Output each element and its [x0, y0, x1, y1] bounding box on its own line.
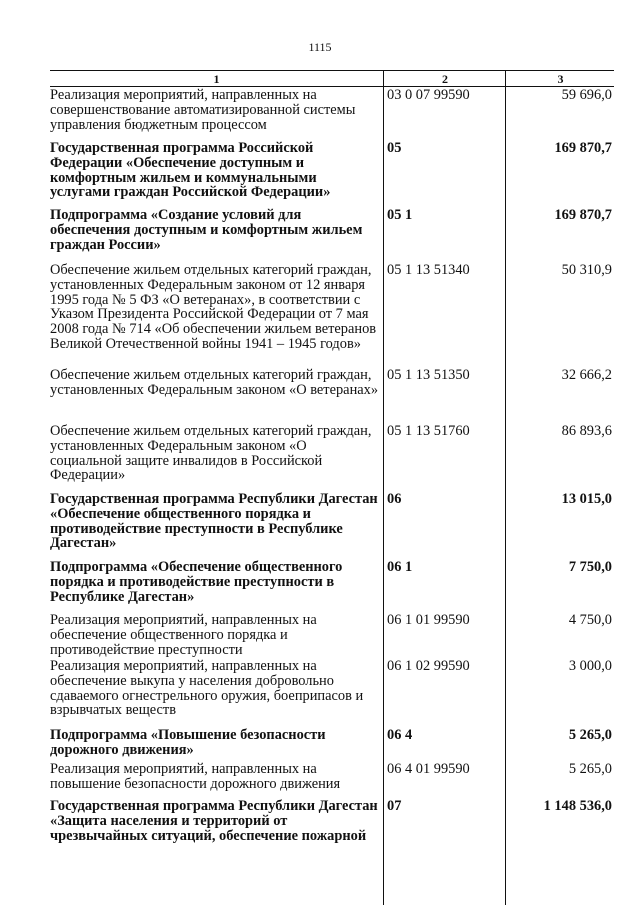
row-sum: 32 666,2	[561, 367, 612, 383]
row-sum: 4 750,0	[568, 612, 612, 628]
row-name: Подпрограмма «Обеспечение общественного порядка и противодействие преступности в Республике Дагестан»	[50, 559, 343, 605]
row-code: 05 1 13 51340	[387, 262, 470, 278]
row-code: 05	[387, 140, 402, 156]
row-code: 05 1	[387, 207, 413, 223]
row-code: 03 0 07 99590	[387, 87, 470, 103]
column-divider-2	[505, 70, 506, 905]
row-sum: 59 696,0	[561, 87, 612, 103]
header-col-1: 1	[213, 72, 220, 86]
row-name: Обеспечение жильем отдельных категорий граждан, установленных Федеральным законом «О ветеранах»	[50, 367, 379, 398]
header-col-3: 3	[557, 72, 564, 86]
row-name: Реализация мероприятий, направленных на обеспечение выкупа у населения добровольно сдаваемого огнестрельного оружия, боеприпасов и взрывчатых веществ	[50, 658, 364, 719]
row-name: Реализация мероприятий, направленных на обеспечение общественного порядка и противодействие преступности	[50, 612, 317, 658]
table-top-rule	[50, 70, 614, 71]
header-col-2: 2	[442, 72, 448, 86]
row-code: 07	[387, 798, 402, 814]
row-name: Государственная программа Республики Дагестан «Защита населения и территорий от чрезвычайных ситуаций, обеспечение пожарной	[50, 798, 378, 844]
row-code: 06 4	[387, 727, 413, 743]
row-sum: 50 310,9	[561, 262, 612, 278]
row-code: 06 4 01 99590	[387, 761, 470, 777]
column-divider-1	[383, 70, 384, 905]
row-sum: 5 265,0	[568, 761, 612, 777]
row-name: Подпрограмма «Создание условий для обеспечения доступным и комфортным жильем граждан России»	[50, 207, 363, 253]
row-name: Подпрограмма «Повышение безопасности дорожного движения»	[50, 727, 326, 758]
row-sum: 5 265,0	[568, 727, 612, 743]
row-name: Обеспечение жильем отдельных категорий граждан, установленных Федеральным законом от 12 января 1995 года № 5 ФЗ «О ветеранах», в соответствии с Указом Президента Российской Федерации от 7 мая 2008 года № 714 «Об обеспечении жильем ветеранов Великой Отечественной войны 1941 – 1945 годов»	[50, 262, 377, 352]
row-code: 05 1 13 51350	[387, 367, 470, 383]
row-name: Государственная программа Республики Дагестан «Обеспечение общественного порядка и противодействие преступности в Республике Дагестан»	[50, 491, 378, 552]
row-name: Обеспечение жильем отдельных категорий граждан, установленных Федеральным законом «О социальной защите инвалидов в Российской Федерации»	[50, 423, 372, 484]
row-code: 06	[387, 491, 402, 507]
row-name: Реализация мероприятий, направленных на повышение безопасности дорожного движения	[50, 761, 341, 792]
row-code: 06 1	[387, 559, 413, 575]
row-name: Реализация мероприятий, направленных на совершенствование автоматизированной системы управления бюджетным процессом	[50, 87, 356, 133]
row-sum: 1 148 536,0	[543, 798, 612, 814]
row-sum: 86 893,6	[561, 423, 612, 439]
row-sum: 3 000,0	[568, 658, 612, 674]
row-code: 06 1 01 99590	[387, 612, 470, 628]
row-code: 06 1 02 99590	[387, 658, 470, 674]
page-number: 1115	[308, 40, 332, 54]
table-header-row	[50, 72, 614, 86]
row-sum: 7 750,0	[568, 559, 612, 575]
row-sum: 169 870,7	[554, 207, 612, 223]
row-name: Государственная программа Российской Федерации «Обеспечение доступным и комфортным жильем и коммунальными услугами граждан Российской Федерации»	[50, 140, 331, 201]
row-code: 05 1 13 51760	[387, 423, 470, 439]
row-sum: 13 015,0	[561, 491, 612, 507]
row-sum: 169 870,7	[554, 140, 612, 156]
